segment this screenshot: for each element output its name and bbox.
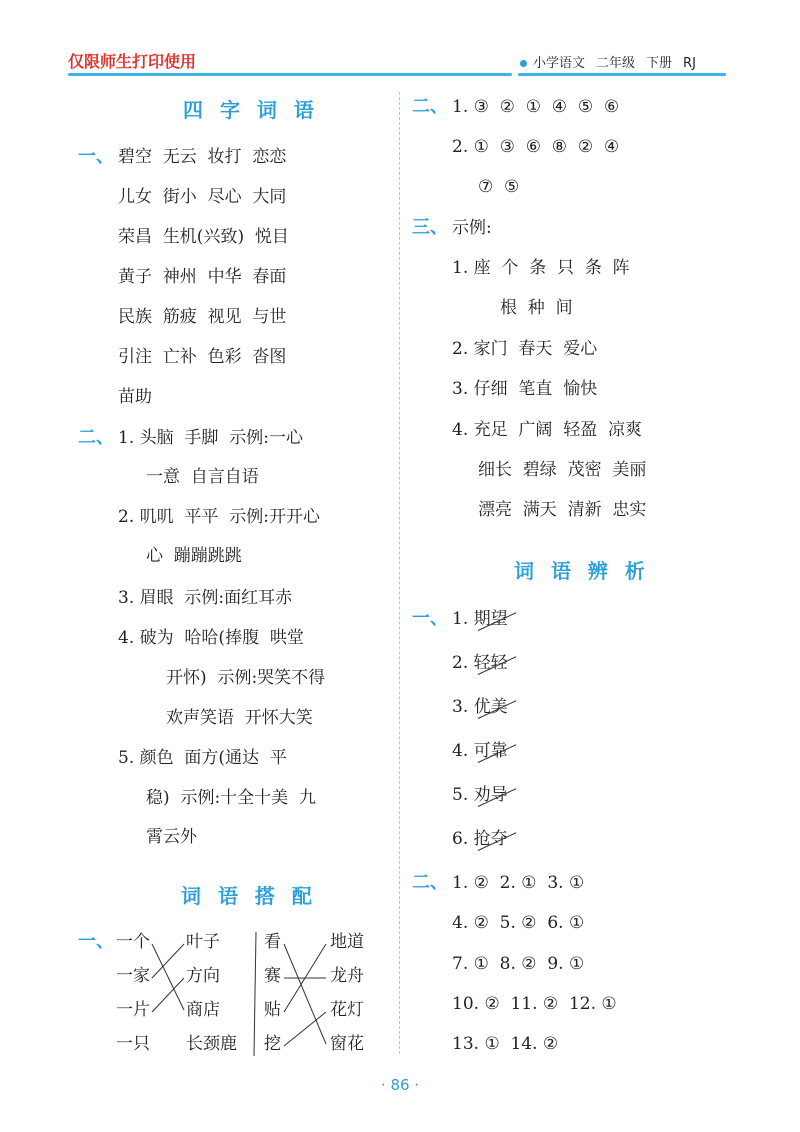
- answer-line: 4. 充足 广阔 轻盈 凉爽: [452, 420, 643, 440]
- answer-line: 3. 仔细 笔直 愉快: [452, 379, 598, 399]
- answer-line: 一意 自言自语: [146, 467, 259, 487]
- answer-line: 碧空 无云 妆打 恋恋: [118, 147, 287, 167]
- item-marker: 一、: [412, 608, 448, 629]
- section-title-four-char-words: 四 字 词 语: [183, 98, 319, 122]
- grade: 二年级: [596, 56, 636, 71]
- answer-line: 2. 叽叽 平平 示例:开开心: [118, 507, 320, 527]
- match-left: 一只: [116, 1034, 150, 1054]
- match-line: [152, 944, 184, 978]
- answer-line: ⑦ ⑤: [478, 177, 520, 197]
- answer-line: 漂亮 满天 清新 忠实: [478, 500, 647, 520]
- print-notice: 仅限师生打印使用: [68, 52, 197, 71]
- match-right: 窗花: [330, 1034, 364, 1054]
- answer-line: 2. ① ③ ⑥ ⑧ ② ④: [452, 137, 620, 157]
- volume: 下册: [646, 56, 673, 71]
- answer-line: 心 蹦蹦跳跳: [146, 546, 242, 566]
- match-left: 一个: [116, 932, 150, 952]
- item-marker: 二、: [412, 96, 448, 117]
- item-marker: 一、: [78, 146, 114, 167]
- answer-line: 1. ③ ② ① ④ ⑤ ⑥: [452, 97, 620, 117]
- answer-line: 苗助: [118, 387, 152, 407]
- section-title-word-discrimination: 词 语 辨 析: [514, 559, 650, 583]
- match-mid: 长颈鹿: [186, 1034, 237, 1054]
- section-title-word-matching: 词 语 搭 配: [181, 884, 317, 908]
- answer-line: 4. ② 5. ② 6. ①: [452, 913, 585, 933]
- answer-line: 1. ② 2. ① 3. ①: [452, 873, 585, 893]
- match-line: [152, 978, 184, 1012]
- match-right: 龙舟: [330, 966, 364, 986]
- answer-line: 荣昌 生机(兴致) 悦目: [118, 227, 289, 247]
- answer-line: 引注 亡补 色彩 沓图: [118, 347, 287, 367]
- answer-line: 2. 轻轻: [452, 653, 508, 673]
- answer-line: 1. 座 个 条 只 条 阵: [452, 258, 630, 278]
- answer-line: 3. 眉眼 示例:面红耳赤: [118, 588, 293, 608]
- item-marker: 三、: [412, 217, 448, 238]
- match-mid: 商店: [186, 1000, 220, 1020]
- answer-line: 开怀) 示例:哭笑不得: [166, 668, 326, 688]
- answer-line: 10. ② 11. ② 12. ①: [452, 994, 617, 1014]
- answer-line: 黄子 神州 中华 春面: [118, 267, 287, 287]
- match-verb: 挖: [264, 1034, 281, 1054]
- match-right: 地道: [330, 932, 364, 952]
- answer-line: 2. 家门 春天 爱心: [452, 339, 598, 359]
- answer-line: 细长 碧绿 茂密 美丽: [478, 460, 647, 480]
- answer-line: 7. ① 8. ② 9. ①: [452, 954, 585, 974]
- answer-line: 5. 劝导: [452, 785, 508, 805]
- match-verb: 看: [264, 932, 281, 952]
- match-verb: 贴: [264, 1000, 281, 1020]
- answer-line: 根 种 间: [500, 298, 573, 318]
- answer-line: 4. 破为 哈哈(捧腹 哄堂: [118, 628, 304, 648]
- match-mid: 方向: [186, 966, 220, 986]
- subject: 小学语文: [533, 56, 586, 71]
- bracket-line: [254, 932, 256, 1056]
- item-marker: 一、: [78, 931, 114, 952]
- answer-line: 3. 优美: [452, 697, 508, 717]
- match-mid: 叶子: [186, 932, 220, 952]
- answer-line: 1. 头脑 手脚 示例:一心: [118, 428, 303, 448]
- page-number: · 86 ·: [380, 1076, 420, 1094]
- answer-line: 4. 可靠: [452, 741, 508, 761]
- item-marker: 二、: [78, 427, 114, 448]
- match-left: 一家: [116, 966, 150, 986]
- answer-line: 民族 筋疲 视见 与世: [118, 307, 287, 327]
- answer-line: 儿女 街小 尽心 大同: [118, 187, 287, 207]
- answer-line: 1. 期望: [452, 609, 508, 629]
- answer-line: 欢声笑语 开怀大笑: [166, 708, 313, 728]
- match-left: 一片: [116, 1000, 150, 1020]
- match-line: [152, 944, 184, 1010]
- answer-line: 霄云外: [146, 827, 197, 847]
- answer-line: 示例:: [452, 218, 492, 238]
- match-verb: 赛: [264, 966, 281, 986]
- answer-line: 13. ① 14. ②: [452, 1034, 559, 1054]
- answer-line: 6. 抢夺: [452, 829, 508, 849]
- answer-line: 5. 颜色 面方(通达 平: [118, 748, 287, 768]
- match-right: 花灯: [330, 1000, 364, 1020]
- answer-line: 稳) 示例:十全十美 九: [146, 788, 316, 808]
- edition: RJ: [683, 56, 696, 71]
- item-marker: 二、: [412, 872, 448, 893]
